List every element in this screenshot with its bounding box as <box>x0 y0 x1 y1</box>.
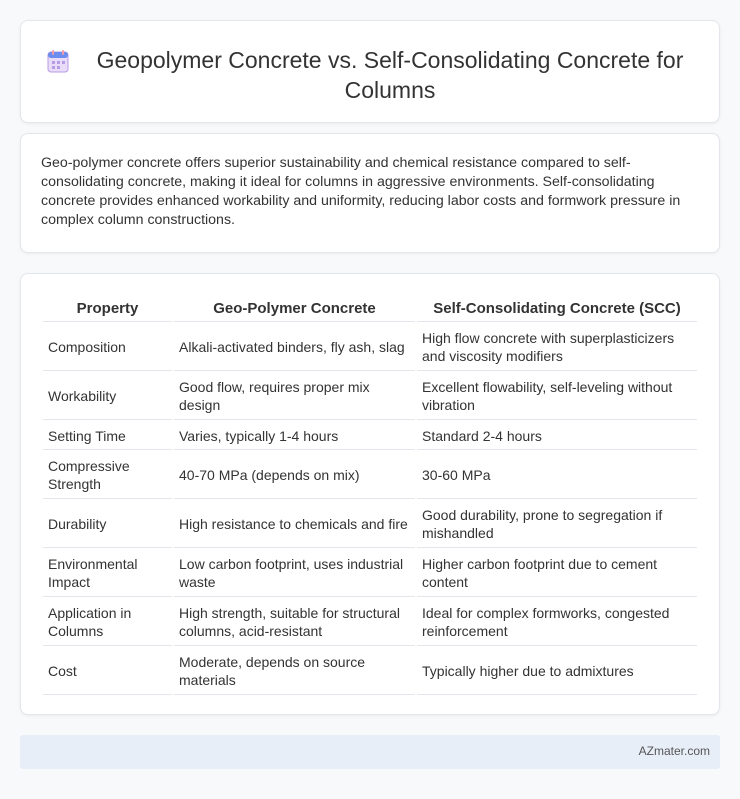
table-cell: Environmental Impact <box>43 550 172 597</box>
footer <box>20 735 720 769</box>
comparison-table <box>41 294 699 697</box>
table-row <box>43 550 697 597</box>
table-cell: High flow concrete with superplasticizers and viscosity modifiers <box>417 324 697 371</box>
page-title: Geopolymer Concrete vs. Self-Consolidating Concrete for Columns <box>96 47 684 103</box>
calendar-icon <box>47 49 69 73</box>
table-cell: High resistance to chemicals and fire <box>174 501 415 548</box>
table-cell: Composition <box>43 324 172 371</box>
table-cell: Moderate, depends on source materials <box>174 648 415 695</box>
summary-text: Geo-polymer concrete offers superior sustainability and chemical resistance compared to self-consolidating concrete, making it ideal for columns in aggressive environments. Self-consolidating concrete provides enhanced workability and uniformity, reducing labor costs and formwork pressure in complex column constructions. <box>41 155 681 228</box>
table-cell: Setting Time <box>43 422 172 450</box>
table-row <box>43 501 697 548</box>
table-cell: Ideal for complex formworks, congested reinforcement <box>417 599 697 646</box>
table-cell: Good durability, prone to segregation if mishandled <box>417 501 697 548</box>
table-cell: Good flow, requires proper mix design <box>174 373 415 420</box>
table-cell: 30-60 MPa <box>417 452 697 499</box>
table-cell: Application in Columns <box>43 599 172 646</box>
table-cell: 40-70 MPa (depends on mix) <box>174 452 415 499</box>
title-wrap <box>21 45 719 105</box>
table-cell: Standard 2-4 hours <box>417 422 697 450</box>
title-card <box>20 20 720 123</box>
table-cell: Workability <box>43 373 172 420</box>
table-cell: Durability <box>43 501 172 548</box>
table-row <box>43 648 697 695</box>
table-cell: High strength, suitable for structural columns, acid-resistant <box>174 599 415 646</box>
table-cell: Excellent flowability, self-leveling without vibration <box>417 373 697 420</box>
table-cell: Higher carbon footprint due to cement content <box>417 550 697 597</box>
header-geopolymer: Geo-Polymer Concrete <box>174 296 415 322</box>
table-cell: Low carbon footprint, uses industrial waste <box>174 550 415 597</box>
summary-card <box>20 133 720 253</box>
table-row <box>43 324 697 371</box>
table-row <box>43 422 697 450</box>
table-cell: Cost <box>43 648 172 695</box>
header-property: Property <box>43 296 172 322</box>
table-cell: Typically higher due to admixtures <box>417 648 697 695</box>
comparison-table-card <box>20 273 720 715</box>
table-row <box>43 373 697 420</box>
header-scc: Self-Consolidating Concrete (SCC) <box>417 296 697 322</box>
footer-brand[interactable]: AZmater.com <box>638 744 710 758</box>
table-cell: Alkali-activated binders, fly ash, slag <box>174 324 415 371</box>
table-header-row <box>43 296 697 322</box>
table-cell: Varies, typically 1-4 hours <box>174 422 415 450</box>
table-row <box>43 599 697 646</box>
table-cell: Compressive Strength <box>43 452 172 499</box>
table-row <box>43 452 697 499</box>
